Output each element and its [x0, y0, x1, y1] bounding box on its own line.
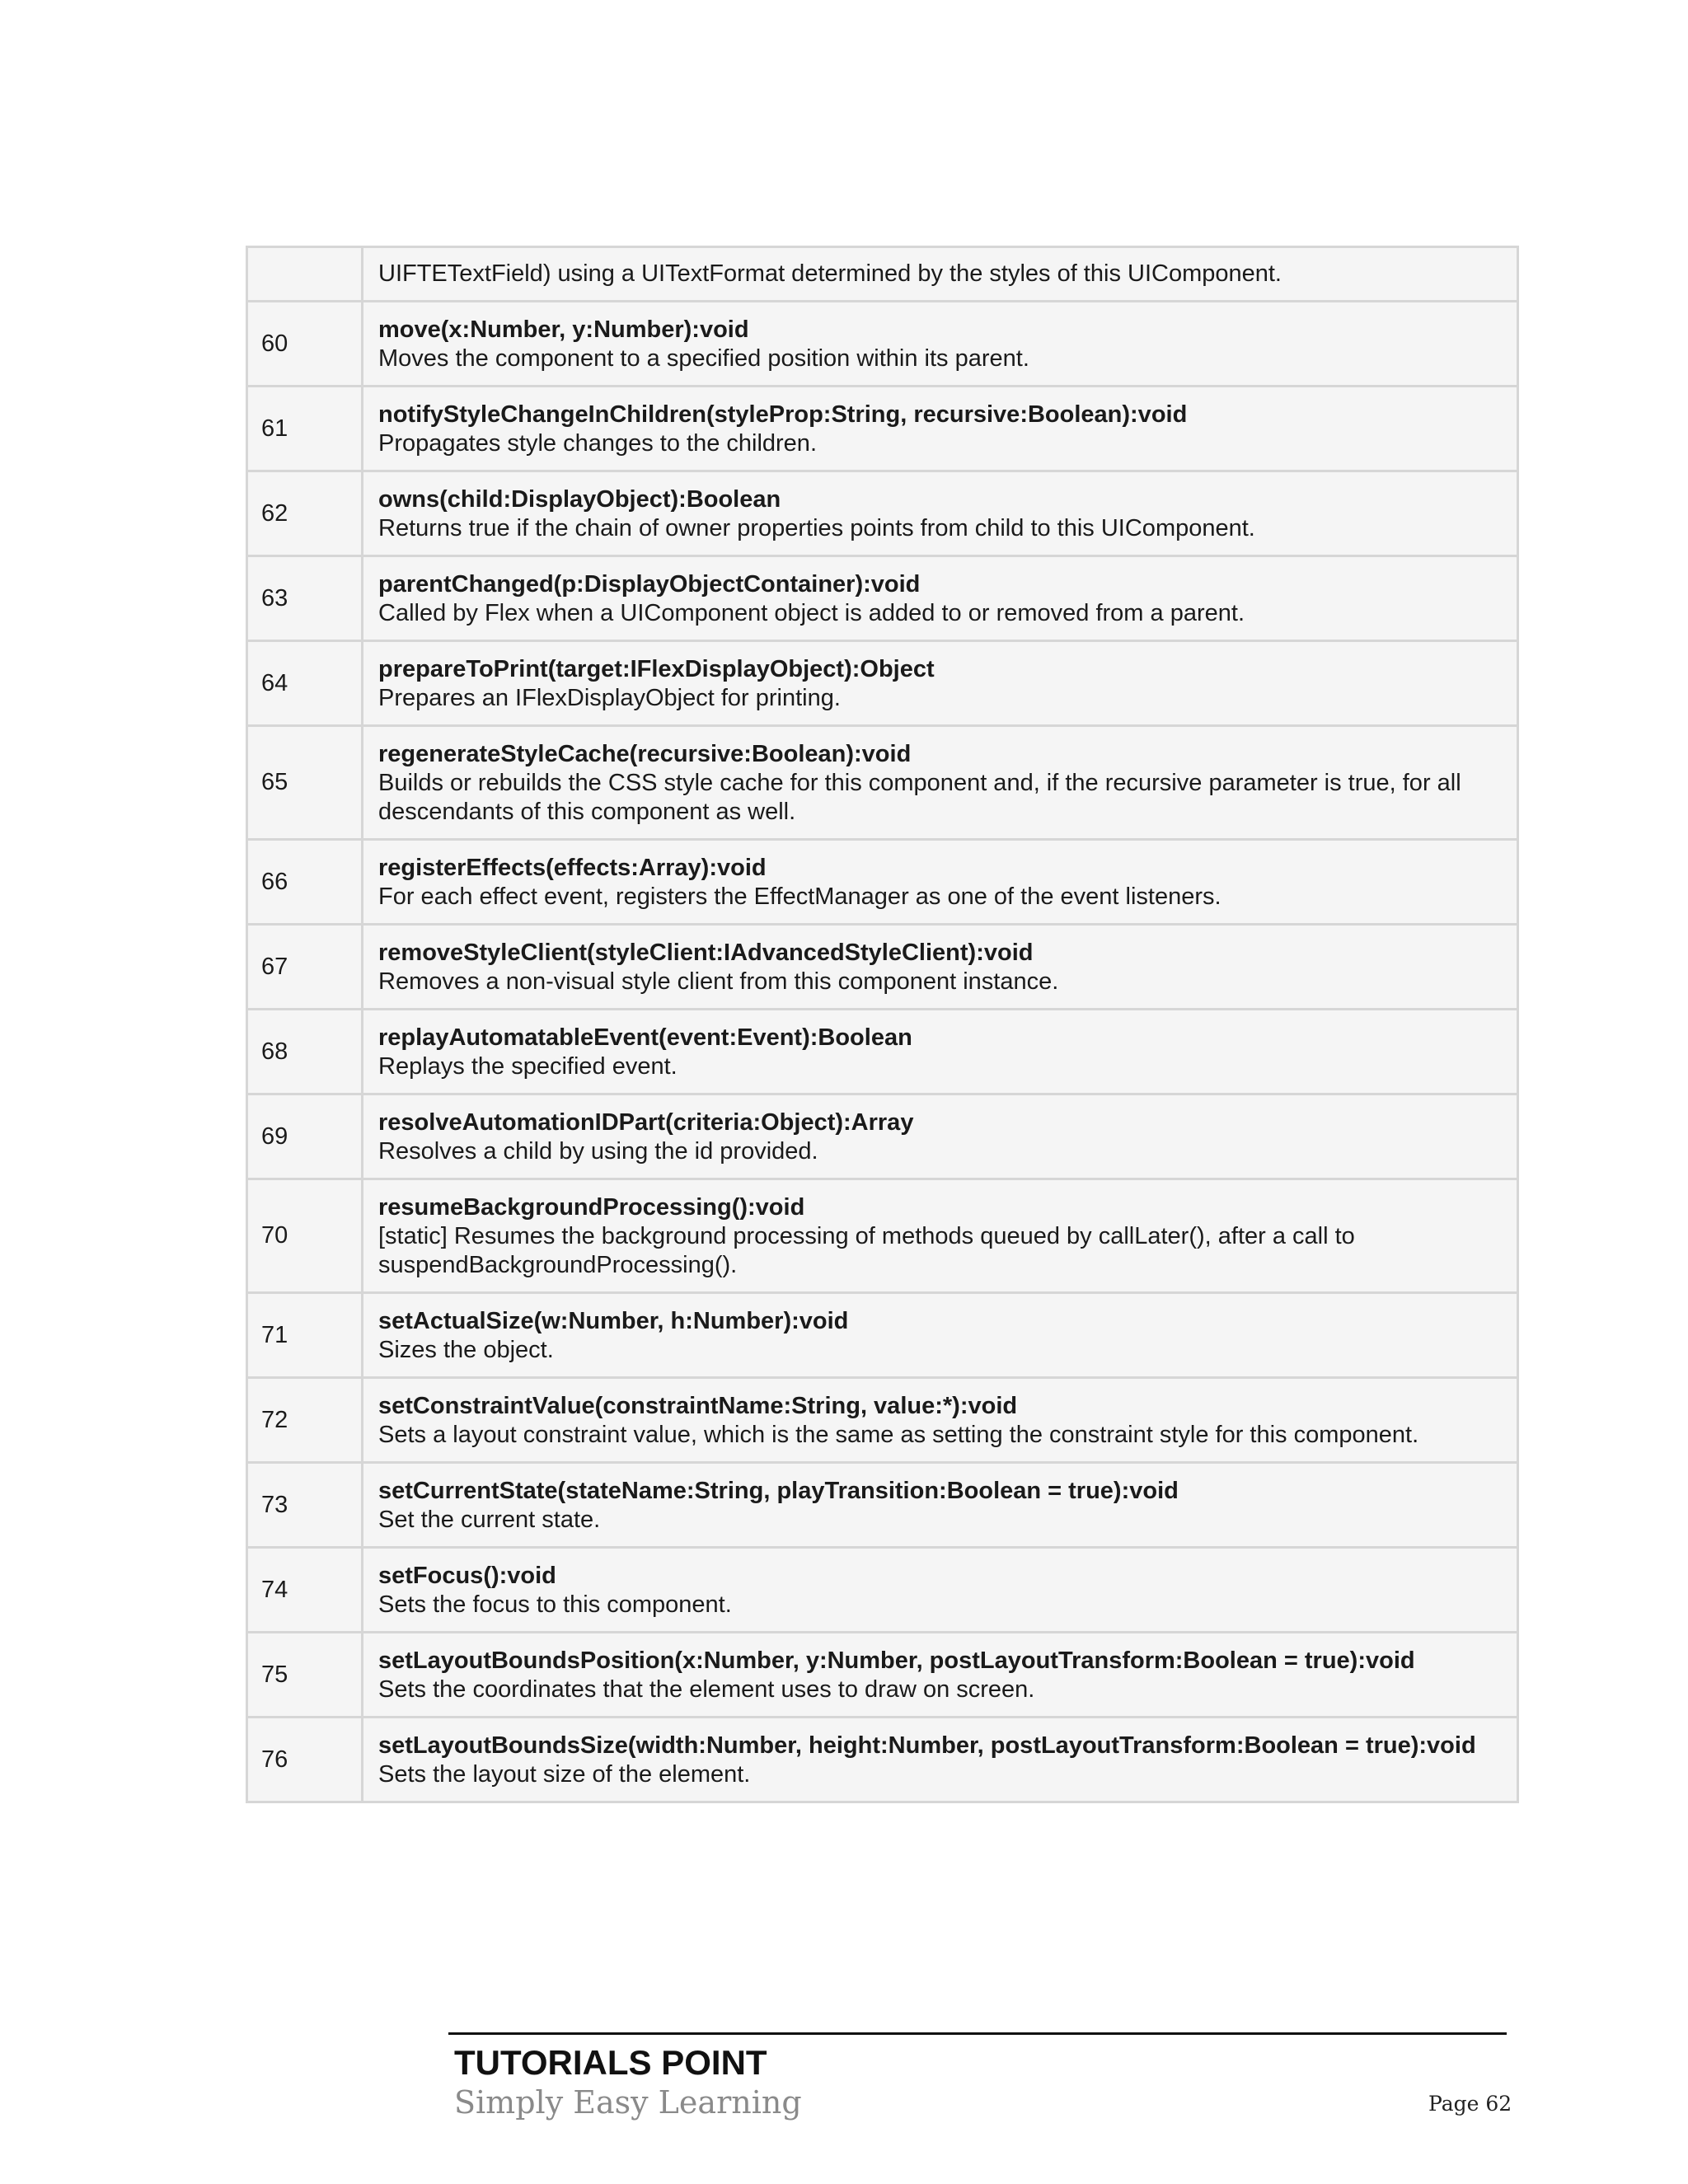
table-row	[247, 471, 1518, 556]
method-description: Set the current state.	[378, 1507, 601, 1533]
row-description-cell	[363, 1094, 1518, 1179]
table-row	[247, 1179, 1518, 1293]
table-row	[247, 1378, 1518, 1463]
row-description-cell	[363, 1463, 1518, 1548]
table-row	[247, 726, 1518, 840]
row-number-cell: 73	[247, 1463, 363, 1548]
table-row	[247, 556, 1518, 641]
method-signature: regenerateStyleCache(recursive:Boolean):void	[378, 741, 912, 767]
row-number-cell: 67	[247, 925, 363, 1010]
row-number-cell: 63	[247, 556, 363, 641]
table-row-continuation	[247, 247, 1518, 302]
method-description: Resolves a child by using the id provided.	[378, 1138, 818, 1165]
table-row	[247, 302, 1518, 387]
table-row	[247, 1293, 1518, 1378]
method-description: Sizes the object.	[378, 1337, 554, 1363]
method-signature: setLayoutBoundsPosition(x:Number, y:Number, postLayoutTransform:Boolean = true):void	[378, 1647, 1415, 1674]
table-row	[247, 1718, 1518, 1802]
row-description-cell	[363, 302, 1518, 387]
row-number-cell: 65	[247, 726, 363, 840]
row-number-cell: 72	[247, 1378, 363, 1463]
row-number-cell: 75	[247, 1633, 363, 1718]
table-body	[247, 247, 1518, 1802]
method-description: Sets the coordinates that the element uses to draw on screen.	[378, 1676, 1035, 1703]
method-signature: resumeBackgroundProcessing():void	[378, 1194, 805, 1221]
footer-divider	[448, 2032, 1507, 2035]
page-number: Page 62	[1428, 2092, 1512, 2116]
row-description-cell	[363, 556, 1518, 641]
method-signature: setCurrentState(stateName:String, playTransition:Boolean = true):void	[378, 1478, 1179, 1504]
method-signature: setFocus():void	[378, 1563, 556, 1589]
method-description: Returns true if the chain of owner properties points from child to this UIComponent.	[378, 515, 1255, 541]
method-description: For each effect event, registers the EffectManager as one of the event listeners.	[378, 883, 1221, 910]
row-number-cell	[247, 247, 363, 302]
table-row	[247, 925, 1518, 1010]
row-description-cell	[363, 925, 1518, 1010]
table-row	[247, 840, 1518, 925]
method-description: Prepares an IFlexDisplayObject for printing.	[378, 685, 841, 711]
method-description: Replays the specified event.	[378, 1053, 678, 1080]
footer-tagline: Simply Easy Learning	[454, 2084, 802, 2121]
row-description-cell	[363, 726, 1518, 840]
row-number-cell: 62	[247, 471, 363, 556]
methods-table	[246, 246, 1519, 1803]
footer-brand: TUTORIALS POINT	[454, 2043, 767, 2082]
row-number-cell: 74	[247, 1548, 363, 1633]
table-row	[247, 1633, 1518, 1718]
method-signature: removeStyleClient(styleClient:IAdvancedStyleClient):void	[378, 940, 1034, 966]
method-signature: prepareToPrint(target:IFlexDisplayObject):Object	[378, 656, 935, 682]
row-number-cell: 68	[247, 1010, 363, 1094]
row-description-cell	[363, 1010, 1518, 1094]
row-description-cell	[363, 840, 1518, 925]
row-number-cell: 60	[247, 302, 363, 387]
row-description-cell	[363, 247, 1518, 302]
method-description: Sets the layout size of the element.	[378, 1761, 751, 1788]
row-description-cell	[363, 471, 1518, 556]
method-signature: setActualSize(w:Number, h:Number):void	[378, 1308, 849, 1334]
method-description: Propagates style changes to the children.	[378, 430, 817, 457]
method-signature: notifyStyleChangeInChildren(styleProp:String, recursive:Boolean):void	[378, 401, 1188, 428]
method-signature: owns(child:DisplayObject):Boolean	[378, 486, 781, 513]
table-row	[247, 1548, 1518, 1633]
table-row	[247, 1094, 1518, 1179]
method-description: Removes a non-visual style client from this component instance.	[378, 968, 1059, 995]
row-number-cell: 66	[247, 840, 363, 925]
table-row	[247, 641, 1518, 726]
row-number-cell: 71	[247, 1293, 363, 1378]
method-description: Sets a layout constraint value, which is the same as setting the constraint style for this component.	[378, 1422, 1419, 1448]
row-number-cell: 76	[247, 1718, 363, 1802]
row-description-cell	[363, 1718, 1518, 1802]
method-signature: registerEffects(effects:Array):void	[378, 855, 767, 881]
method-signature: replayAutomatableEvent(event:Event):Boolean	[378, 1024, 912, 1051]
method-signature: setLayoutBoundsSize(width:Number, height:Number, postLayoutTransform:Boolean = true):void	[378, 1732, 1476, 1759]
table-row	[247, 1463, 1518, 1548]
row-description-cell	[363, 1179, 1518, 1293]
method-description: Sets the focus to this component.	[378, 1591, 732, 1618]
method-description: Moves the component to a specified position within its parent.	[378, 345, 1029, 372]
row-description-cell	[363, 641, 1518, 726]
row-description-cell	[363, 1633, 1518, 1718]
method-signature: parentChanged(p:DisplayObjectContainer):void	[378, 571, 921, 598]
method-description: Called by Flex when a UIComponent object is added to or removed from a parent.	[378, 600, 1245, 626]
row-number-cell: 70	[247, 1179, 363, 1293]
method-signature: resolveAutomationIDPart(criteria:Object):Array	[378, 1109, 914, 1136]
row-description-cell	[363, 1293, 1518, 1378]
row-number-cell: 69	[247, 1094, 363, 1179]
method-signature: setConstraintValue(constraintName:String, value:*):void	[378, 1393, 1018, 1419]
method-description: Builds or rebuilds the CSS style cache for this component and, if the recursive parameter is true, for all descendants of this component as well.	[378, 770, 1461, 825]
method-description: [static] Resumes the background processing of methods queued by callLater(), after a call to suspendBackgroundProcessing().	[378, 1223, 1355, 1278]
continuation-text: UIFTETextField) using a UITextFormat determined by the styles of this UIComponent.	[378, 260, 1282, 287]
row-number-cell: 64	[247, 641, 363, 726]
row-description-cell	[363, 1548, 1518, 1633]
table-row	[247, 1010, 1518, 1094]
table-row	[247, 387, 1518, 471]
row-description-cell	[363, 1378, 1518, 1463]
row-number-cell: 61	[247, 387, 363, 471]
row-description-cell	[363, 387, 1518, 471]
method-signature: move(x:Number, y:Number):void	[378, 316, 749, 343]
